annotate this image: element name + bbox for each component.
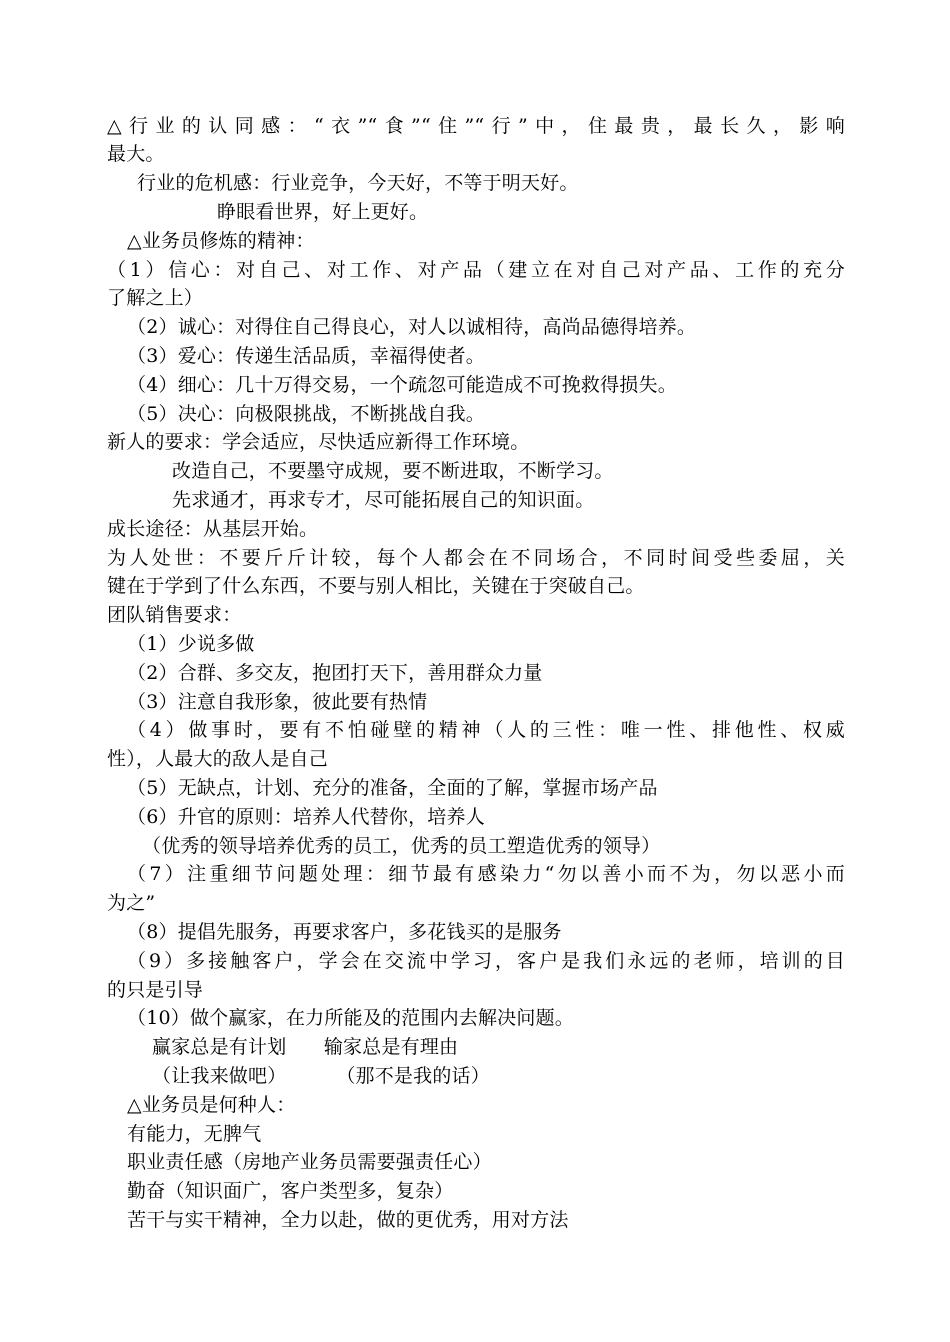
text-line: （优秀的领导培养优秀的员工，优秀的员工塑造优秀的领导） (142, 835, 661, 857)
text-line: △行业的认同感：“衣”“食”“住”“行”中，住最贵，最长久，影响 (107, 115, 845, 137)
text-line: 最大。 (107, 143, 165, 165)
text-line: （6）升官的原则：培养人代替你，培养人 (127, 806, 485, 828)
text-line: （2）合群、多交友，抱团打天下，善用群众力量 (127, 662, 543, 684)
text-line: （3）爱心：传递生活品质，幸福得使者。 (127, 345, 485, 367)
text-line: 赢家总是有计划 输家总是有理由 (152, 1036, 459, 1058)
text-line: （让我来做吧） （那不是我的话） (152, 1065, 490, 1087)
text-line: 有能力，无脾气 (127, 1123, 262, 1145)
text-line: 团队销售要求： (107, 604, 242, 626)
text-line: （1）信心：对自己、对工作、对产品（建立在对自己对产品、工作的充分 (107, 259, 845, 281)
text-line: （4）做事时，要有不怕碰壁的精神（人的三性：唯一性、排他性、权威 (127, 719, 845, 741)
text-line: △业务员修炼的精神： (127, 230, 315, 252)
text-line: 键在于学到了什么东西，不要与别人相比，关键在于突破自己。 (107, 575, 645, 597)
text-line: △业务员是何种人： (127, 1094, 296, 1116)
text-line: 为人处世：不要斤斤计较，每个人都会在不同场合，不同时间受些委屈，关 (107, 547, 845, 569)
text-line: 新人的要求：学会适应，尽快适应新得工作环境。 (107, 431, 530, 453)
text-line: 性），人最大的敌人是自己 (107, 748, 328, 770)
text-line: （7）注重细节问题处理：细节最有感染力“勿以善小而不为，勿以恶小而 (127, 863, 845, 885)
text-line: 勤奋（知识面广，客户类型多，复杂） (127, 1180, 454, 1202)
text-line: 为之” (107, 892, 156, 914)
text-line: （8）提倡先服务，再要求客户，多花钱买的是服务 (127, 921, 562, 943)
text-line: 先求通才，再求专才，尽可能拓展自己的知识面。 (172, 489, 595, 511)
text-line: （2）诚心：对得住自己得良心，对人以诚相待，高尚品德得培养。 (127, 316, 697, 338)
text-line: （10）做个赢家，在力所能及的范围内去解决问题。 (127, 1007, 574, 1029)
text-line: 行业的危机感：行业竞争，今天好，不等于明天好。 (137, 172, 579, 194)
text-line: （3）注意自我形象，彼此要有热情 (127, 691, 428, 713)
text-line: 的只是引导 (107, 979, 204, 1001)
text-line: 睁眼看世界，好上更好。 (217, 201, 429, 223)
text-line: （1）少说多做 (127, 633, 255, 655)
text-line: 改造自己，不要墨守成规，要不断进取，不断学习。 (172, 460, 614, 482)
text-line: （5）无缺点，计划、充分的准备，全面的了解，掌握市场产品 (127, 777, 658, 799)
text-line: 了解之上） (107, 287, 204, 309)
text-line: （9）多接触客户，学会在交流中学习，客户是我们永远的老师，培训的目 (127, 950, 845, 972)
text-line: 苦干与实干精神，全力以赴，做的更优秀，用对方法 (127, 1209, 569, 1231)
text-line: 成长途径：从基层开始。 (107, 518, 319, 540)
text-line: （5）决心：向极限挑战，不断挑战自我。 (127, 403, 485, 425)
text-line: （4）细心：几十万得交易，一个疏忽可能造成不可挽救得损失。 (127, 374, 677, 396)
text-line: 职业责任感（房地产业务员需要强责任心） (127, 1151, 492, 1173)
